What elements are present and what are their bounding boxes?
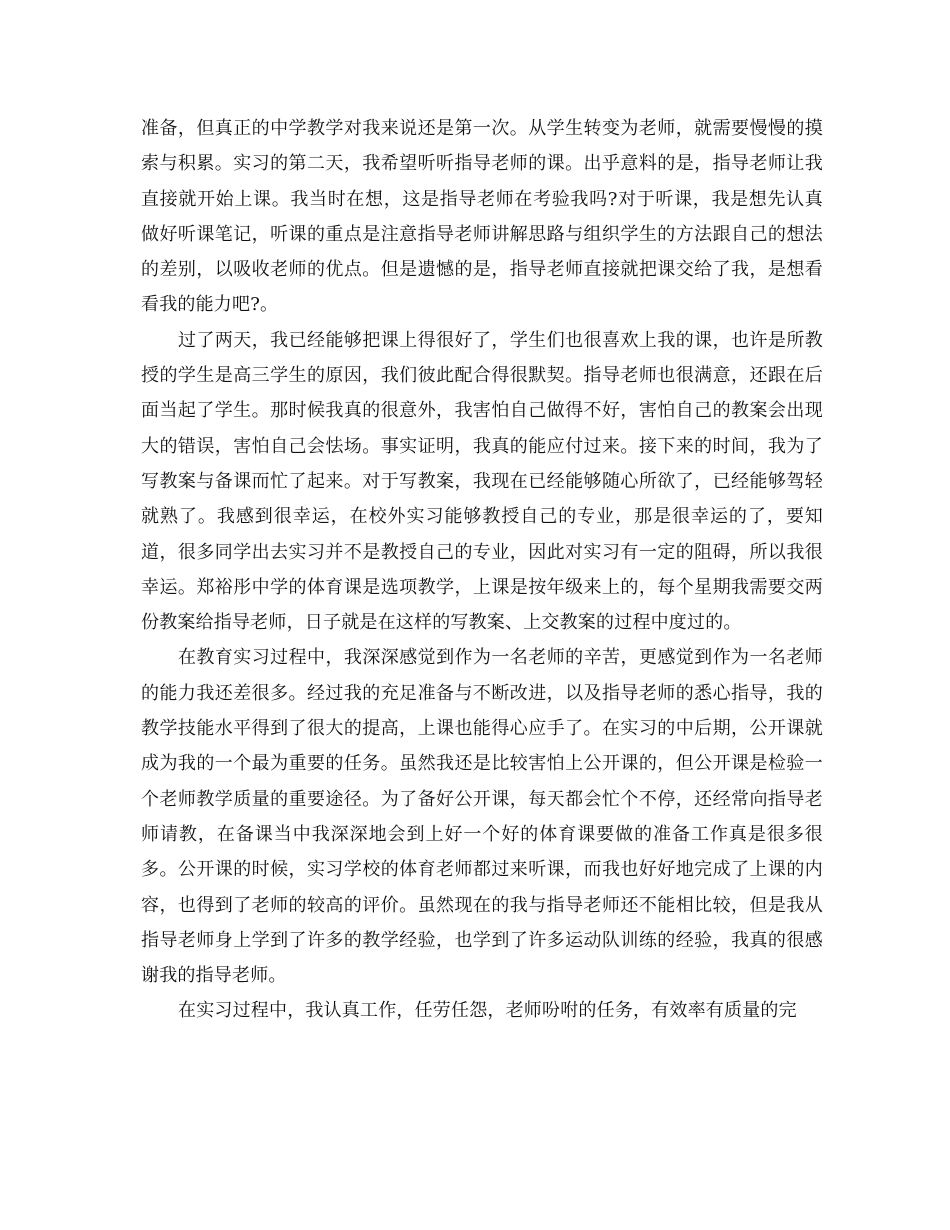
paragraph-3: 在教育实习过程中，我深深感觉到作为一名老师的辛苦，更感觉到作为一名老师的能力我还差很多。经过我的充足准备与不断改进，以及指导老师的悉心指导，我的教学技能水平得到了很大的提高，上课也能得心应手了。在实习的中后期，公开课就成为我的一个最为重要的任务。虽然我还是比较害怕上公开课的，但公开课是检验一个老师教学质量的重要途径。为了备好公开课，每天都会忙个不停，还经常向指导老师请教，在备课当中我深深地会到上好一个好的体育课要做的准备工作真是很多很多。公开课的时候，实习学校的体育老师都过来听课，而我也好好地完成了上课的内容，也得到了老师的较高的评价。虽然现在的我与指导老师还不能相比较，但是我从指导老师身上学到了许多的教学经验，也学到了许多运动队训练的经验，我真的很感谢我的指导老师。 xyxy=(141,647,823,987)
document-body xyxy=(141,111,823,1029)
paragraph-4: 在实习过程中，我认真工作，任劳任怨，老师吩咐的任务，有效率有质量的完 xyxy=(178,1000,797,1022)
paragraph-2: 过了两天，我已经能够把课上得很好了，学生们也很喜欢上我的课，也许是所教授的学生是高三学生的原因，我们彼此配合得很默契。指导老师也很满意，还跟在后面当起了学生。那时候我真的很意外，我害怕自己做得不好，害怕自己的教案会出现大的错误，害怕自己会怯场。事实证明，我真的能应付过来。接下来的时间，我为了写教案与备课而忙了起来。对于写教案，我现在已经能够随心所欲了，已经能够驾轻就熟了。我感到很幸运，在校外实习能够教授自己的专业，那是很幸运的了，要知道，很多同学出去实习并不是教授自己的专业，因此对实习有一定的阻碍，所以我很幸运。郑裕彤中学的体育课是选项教学，上课是按年级来上的，每个星期我需要交两份教案给指导老师，日子就是在这样的写教案、上交教案的过程中度过的。 xyxy=(141,329,823,634)
paragraph-1: 准备，但真正的中学教学对我来说还是第一次。从学生转变为老师，就需要慢慢的摸索与积累。实习的第二天，我希望听听指导老师的课。出乎意料的是，指导老师让我直接就开始上课。我当时在想，这是指导老师在考验我吗?对于听课，我是想先认真做好听课笔记，听课的重点是注意指导老师讲解思路与组织学生的方法跟自己的想法的差别，以吸收老师的优点。但是遗憾的是，指导老师直接就把课交给了我，是想看看我的能力吧?。 xyxy=(141,118,823,316)
